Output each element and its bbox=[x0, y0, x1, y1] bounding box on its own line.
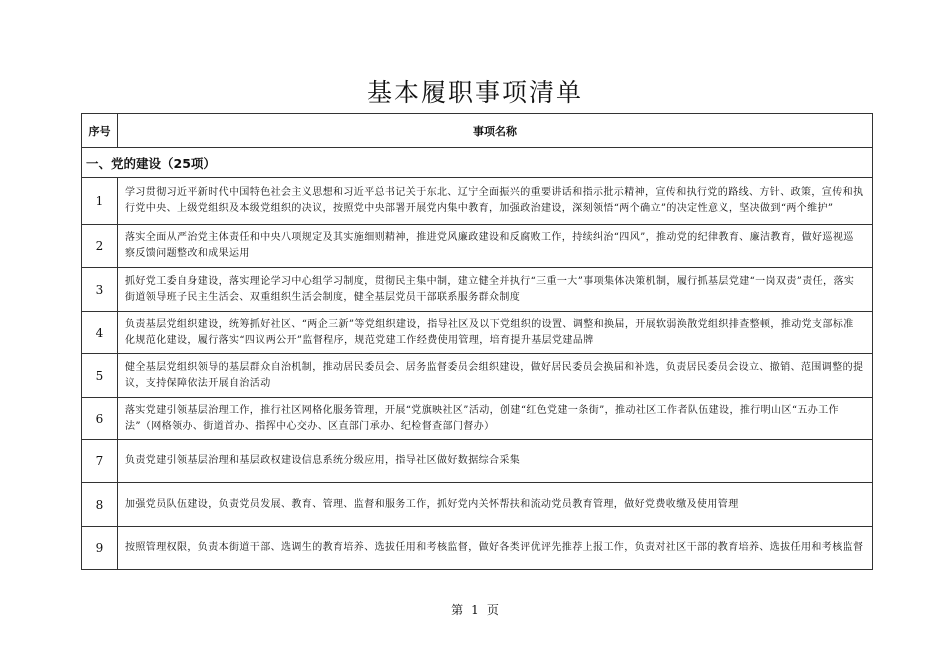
row-text: 加强党员队伍建设，负责党员发展、教育、管理、监督和服务工作，抓好党内关怀帮扶和流动党员教育管理，做好党费收缴及使用管理 bbox=[118, 483, 873, 527]
table-row bbox=[82, 268, 873, 312]
row-num: 6 bbox=[82, 398, 118, 440]
table-row bbox=[82, 398, 873, 440]
table-header-row bbox=[82, 114, 873, 148]
header-num: 序号 bbox=[82, 114, 118, 148]
footer-prefix: 第 bbox=[451, 603, 464, 617]
page-title: 基本履职事项清单 bbox=[366, 78, 583, 107]
table-row bbox=[82, 483, 873, 527]
row-text: 健全基层党组织领导的基层群众自治机制，推动居民委员会、居务监督委员会组织建设，做好居民委员会换届和补选，负责居民委员会设立、撤销、范围调整的提议，支持保障依法开展自治活动 bbox=[118, 354, 873, 398]
row-text: 落实全面从严治党主体责任和中央八项规定及其实施细则精神，推进党风廉政建设和反腐败工作，持续纠治“四风”，推动党的纪律教育、廉洁教育，做好巡视巡察反馈问题整改和成果运用 bbox=[118, 225, 873, 268]
row-num: 1 bbox=[82, 178, 118, 225]
row-num: 2 bbox=[82, 225, 118, 268]
row-num: 9 bbox=[82, 527, 118, 570]
row-num: 3 bbox=[82, 268, 118, 312]
table-row bbox=[82, 312, 873, 354]
table-row bbox=[82, 178, 873, 225]
section-title: 一、党的建设（25项） bbox=[82, 148, 873, 178]
header-name: 事项名称 bbox=[118, 114, 873, 148]
row-text: 负责基层党组织建设，统筹抓好社区、“两企三新”等党组织建设，指导社区及以下党组织的设置、调整和换届，开展软弱涣散党组织排查整顿，推动党支部标准化规范化建设，履行落实“四议两公开”监督程序，规范党建工作经费使用管理，培育提升基层党建品牌 bbox=[118, 312, 873, 354]
table-row bbox=[82, 440, 873, 483]
row-num: 4 bbox=[82, 312, 118, 354]
row-text: 抓好党工委自身建设，落实理论学习中心组学习制度，贯彻民主集中制，建立健全并执行“三重一大”事项集体决策机制，履行抓基层党建“一岗双责”责任，落实街道领导班子民主生活会、双重组织生活会制度，健全基层党员干部联系服务群众制度 bbox=[118, 268, 873, 312]
page-number: 1 bbox=[471, 603, 479, 617]
table-row bbox=[82, 354, 873, 398]
page-footer bbox=[0, 601, 950, 618]
row-text: 负责党建引领基层治理和基层政权建设信息系统分级应用，指导社区做好数据综合采集 bbox=[118, 440, 873, 483]
row-num: 8 bbox=[82, 483, 118, 527]
row-text: 落实党建引领基层治理工作，推行社区网格化服务管理，开展“党旗映社区”活动，创建“红色党建一条街”，推动社区工作者队伍建设，推行明山区“五办工作法”（网格领办、街道首办、指挥中心交办、区直部门承办、纪检督查部门督办） bbox=[118, 398, 873, 440]
row-text: 按照管理权限，负责本街道干部、选调生的教育培养、选拔任用和考核监督，做好各类评优评先推荐上报工作，负责对社区干部的教育培养、选拔任用和考核监督 bbox=[118, 527, 873, 570]
duties-table bbox=[81, 113, 873, 570]
table-row bbox=[82, 225, 873, 268]
row-num: 7 bbox=[82, 440, 118, 483]
table-row bbox=[82, 527, 873, 570]
row-num: 5 bbox=[82, 354, 118, 398]
row-text: 学习贯彻习近平新时代中国特色社会主义思想和习近平总书记关于东北、辽宁全面振兴的重要讲话和指示批示精神，宣传和执行党的路线、方针、政策，宣传和执行党中央、上级党组织及本级党组织的决议，按照党中央部署开展党内集中教育，加强政治建设，深刻领悟“两个确立”的决定性意义，坚决做到“两个维护” bbox=[118, 178, 873, 225]
section-row bbox=[82, 148, 873, 178]
footer-suffix: 页 bbox=[486, 603, 499, 617]
